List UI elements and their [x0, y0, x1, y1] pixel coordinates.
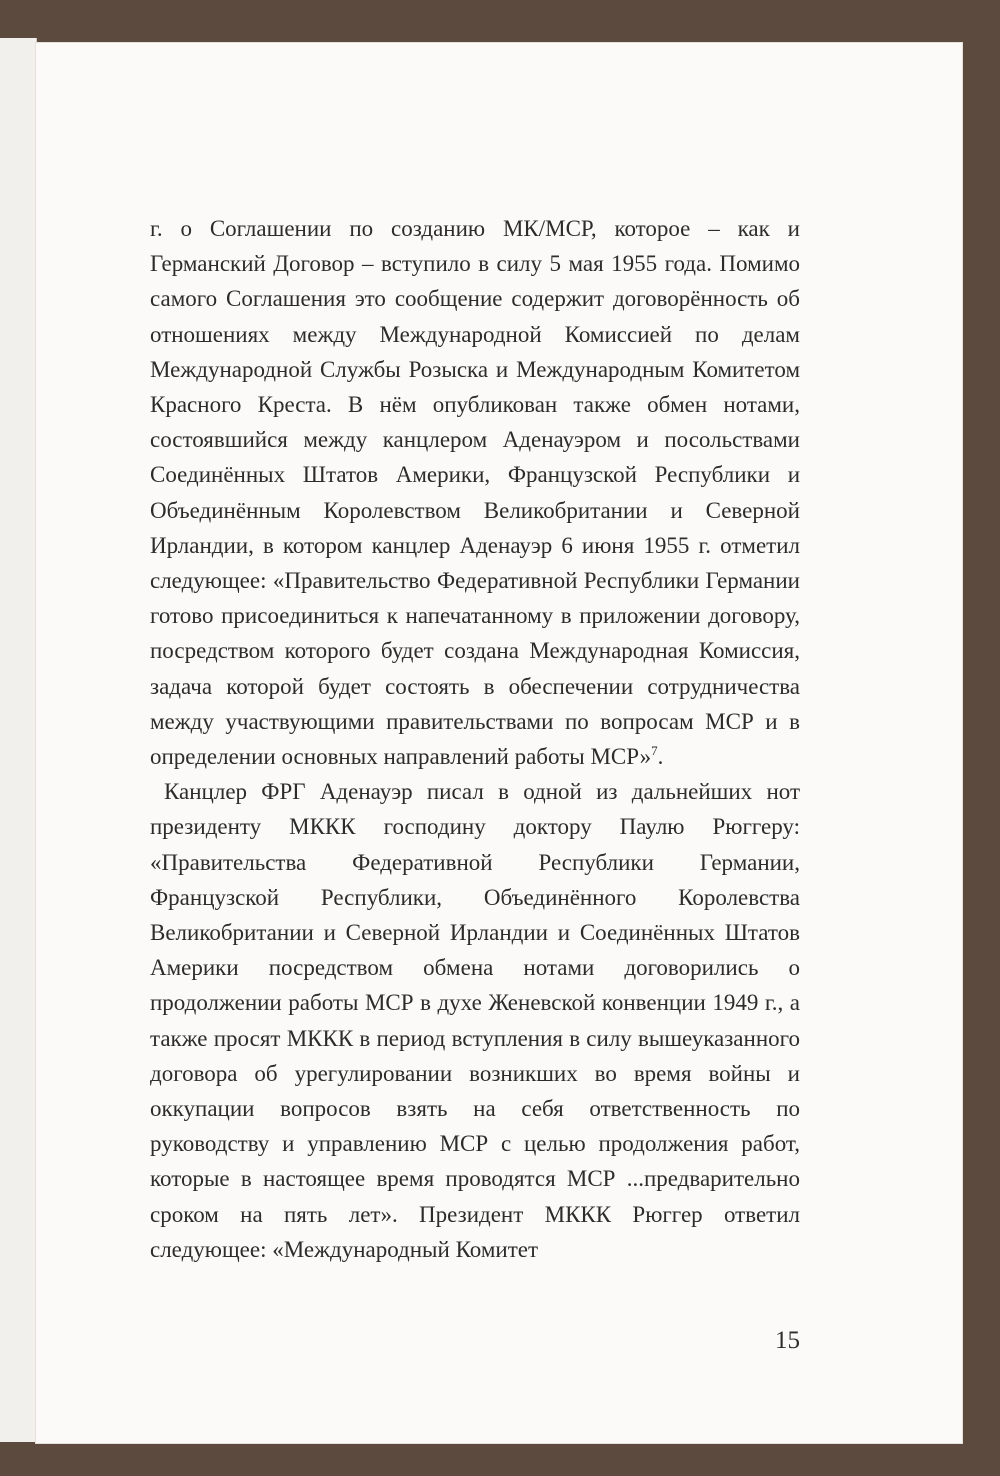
previous-page-edge [0, 38, 37, 1442]
body-text [150, 211, 800, 1267]
paragraph-1 [150, 211, 800, 774]
paragraph-2-text: Канцлер ФРГ Аденауэр писал в одной из дальнейших нот президенту МККК господину доктору Паулю Рюггеру: «Правительства Федеративной Республики Германии, Французской Республики, Объединённого Королевства Великобритании и Северной Ирландии и Соединённых Штатов Америки посредством обмена нотами договорились о продолжении работы МСР в духе Женевской конвенции 1949 г., а также просят МККК в период вступления в силу вышеуказанного договора об урегулировании возникших во время войны и оккупации вопросов взять на себя ответственность по руководству и управлению МСР с целью продолжения работ, которые в настоящее время проводятся МСР ...предварительно сроком на пять лет». Президент МККК Рюггер ответил следующее: «Международный Комитет [150, 779, 800, 1262]
paragraph-1-text: г. о Соглашении по созданию МК/МСР, которое – как и Германский Договор – вступило в силу 5 мая 1955 года. Помимо самого Соглашения это сообщение содержит договорённость об отношениях между Международной Комиссией по делам Международной Службы Розыска и Международным Комитетом Красного Креста. В нём опубликован также обмен нотами, состоявшийся между канцлером Аденауэром и посольствами Соединённых Штатов Америки, Французской Республики и Объединённым Королевством Великобритании и Северной Ирландии, в котором канцлер Аденауэр 6 июня 1955 г. отметил следующее: «Правительство Федеративной Республики Германии готово присоединиться к напечатанному в приложении договору, посредством которого будет создана Международная Комиссия, задача которой будет состоять в обеспечении сотрудничества между участвующими правительствами по вопросам МСР и в определении основных направлений работы МСР» [150, 216, 800, 770]
page-number: 15 [775, 1327, 800, 1354]
paragraph-2 [150, 774, 800, 1267]
footnote-reference[interactable]: 7 [651, 743, 658, 759]
paragraph-1-end: . [657, 744, 664, 770]
